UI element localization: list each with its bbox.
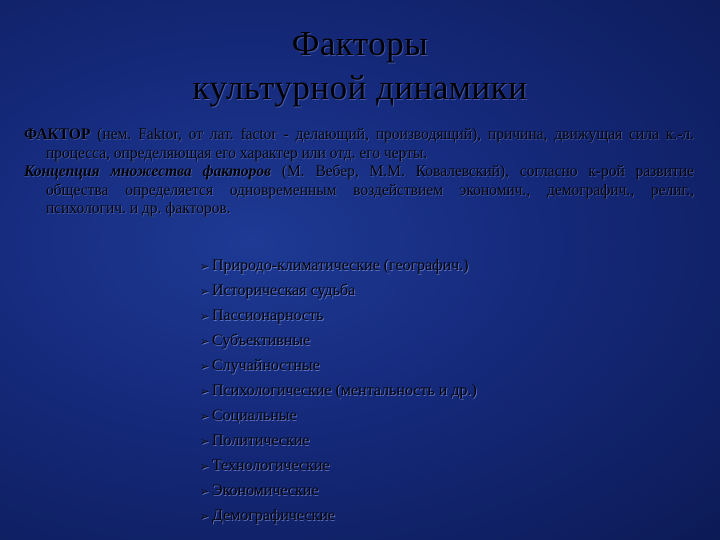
- factor-list-item: [200, 479, 477, 504]
- factor-list-item: [200, 379, 477, 404]
- arrow-bullet-icon: ➢: [200, 511, 210, 523]
- factor-list-item: [200, 279, 477, 304]
- factor-list-item: [200, 504, 477, 529]
- arrow-bullet-icon: ➢: [200, 486, 210, 498]
- factors-list: [200, 254, 477, 529]
- factor-definition: [24, 126, 694, 163]
- arrow-bullet-icon: ➢: [200, 361, 210, 373]
- factor-label: Субъективные: [212, 332, 311, 349]
- factor-list-item: [200, 429, 477, 454]
- factor-list-item: [200, 404, 477, 429]
- factor-label: Технологические: [212, 457, 330, 474]
- factor-list-item: [200, 329, 477, 354]
- factor-label: Социальные: [212, 407, 297, 424]
- factor-label: Экономические: [212, 482, 319, 499]
- title-line-2: культурной динамики: [192, 68, 528, 107]
- factor-label: Историческая судьба: [212, 282, 356, 299]
- title-line-1: Факторы: [291, 24, 429, 63]
- arrow-bullet-icon: ➢: [200, 261, 210, 273]
- factor-label: Пассионарность: [212, 307, 324, 324]
- concept-term: Концепция множества факторов: [24, 163, 272, 180]
- concept-definition: [24, 163, 694, 219]
- factor-text: (нем. Faktor, от лат. factor - делающий, производящий), причина, движущая сила к.-л. процесса, определяющая его характер или отд. его черты.: [46, 126, 694, 162]
- arrow-bullet-icon: ➢: [200, 436, 210, 448]
- slide-title: [0, 22, 720, 110]
- factor-label: Демографические: [212, 507, 336, 524]
- arrow-bullet-icon: ➢: [200, 411, 210, 423]
- factor-list-item: [200, 304, 477, 329]
- factor-label: Природо-климатические (географич.): [212, 257, 469, 274]
- factor-list-item: [200, 454, 477, 479]
- arrow-bullet-icon: ➢: [200, 286, 210, 298]
- factor-label: Политические: [212, 432, 310, 449]
- factor-term: ФАКТОР: [24, 126, 91, 143]
- definitions-block: [24, 126, 694, 219]
- concept-text: (М. Вебер, М.М. Ковалевский), согласно к-рой развитие общества определяется одновременным воздействием экономич., демографич., религ., психологич. и др. факторов.: [46, 163, 694, 217]
- factor-label: Случайностные: [212, 357, 320, 374]
- factor-list-item: [200, 354, 477, 379]
- arrow-bullet-icon: ➢: [200, 336, 210, 348]
- arrow-bullet-icon: ➢: [200, 461, 210, 473]
- arrow-bullet-icon: ➢: [200, 311, 210, 323]
- arrow-bullet-icon: ➢: [200, 386, 210, 398]
- factor-list-item: [200, 254, 477, 279]
- factor-label: Психологические (ментальность и др.): [212, 382, 477, 399]
